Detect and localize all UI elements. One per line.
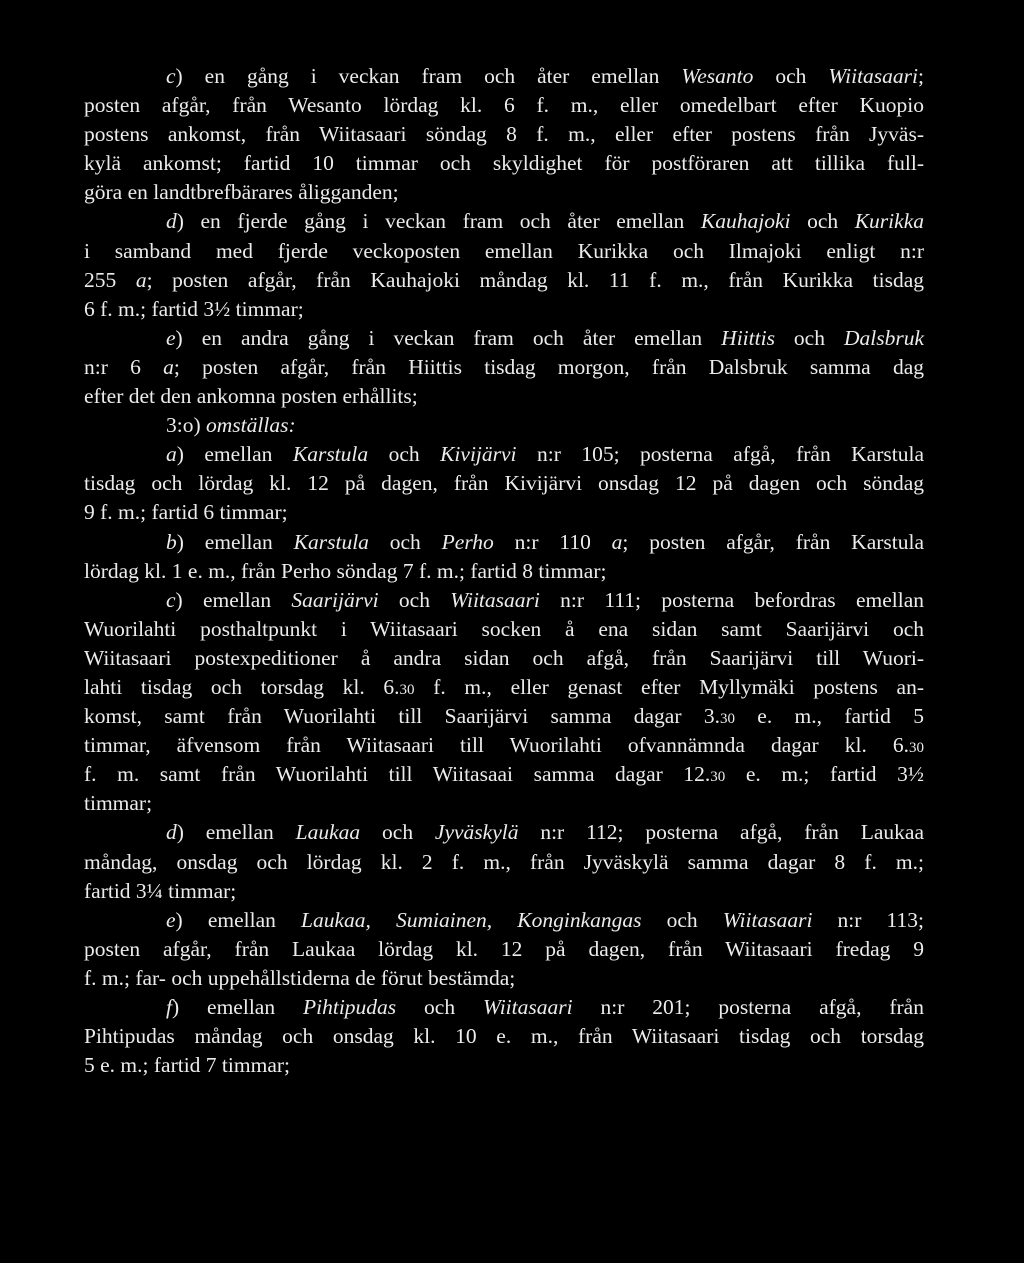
- document-page: [84, 62, 924, 1080]
- text-line: kylä ankomst; fartid 10 timmar och skyldighet för postföraren att tillika full-: [84, 151, 924, 176]
- text-line: efter det den ankomna posten erhållits;: [84, 384, 418, 409]
- text-line: c) en gång i veckan fram och åter emellan Wesanto och Wiitasaari;: [166, 64, 924, 88]
- text-line: 9 f. m.; fartid 6 timmar;: [84, 500, 288, 525]
- text-line: tisdag och lördag kl. 12 på dagen, från Kivijärvi onsdag 12 på dagen och söndag: [84, 471, 924, 496]
- text-line: n:r 6 a; posten afgår, från Hiittis tisdag morgon, från Dalsbruk samma dag: [84, 354, 925, 379]
- text-line: 255 a; posten afgår, från Kauhajoki måndag kl. 11 f. m., från Kurikka tisdag: [84, 267, 924, 292]
- text-line: Wuorilahti posthaltpunkt i Wiitasaari socken å ena sidan samt Saarijärvi och: [84, 616, 924, 641]
- text-line: Pihtipudas måndag och onsdag kl. 10 e. m., från Wiitasaari tisdag och torsdag: [84, 1024, 924, 1049]
- text-line: lördag kl. 1 e. m., från Perho söndag 7 f. m.; fartid 8 timmar;: [84, 558, 607, 583]
- text-line: timmar;: [84, 791, 153, 816]
- text-line: timmar, äfvensom från Wiitasaari till Wuorilahti ofvannämnda dagar kl. 6.30: [84, 733, 924, 758]
- text-line: c) emellan Saarijärvi och Wiitasaari n:r 111; posterna befordras emellan: [166, 587, 925, 612]
- text-line: 6 f. m.; fartid 3½ timmar;: [84, 296, 304, 321]
- text-line: fartid 3¼ timmar;: [84, 878, 237, 903]
- text-line: e) en andra gång i veckan fram och åter emellan Hiittis och Dalsbruk: [166, 325, 924, 350]
- text-line: b) emellan Karstula och Perho n:r 110 a; posten afgår, från Karstula: [166, 529, 924, 554]
- text-line: f. m.; far- och uppehållstiderna de förut bestämda;: [84, 965, 516, 990]
- text-line: göra en landtbrefbärares åligganden;: [84, 180, 399, 205]
- text-line: f. m. samt från Wuorilahti till Wiitasaai samma dagar 12.30 e. m.; fartid 3½: [84, 762, 924, 787]
- text-line: i samband med fjerde veckoposten emellan Kurikka och Ilmajoki enligt n:r: [84, 238, 924, 263]
- text-line: måndag, onsdag och lördag kl. 2 f. m., från Jyväskylä samma dagar 8 f. m.;: [84, 849, 924, 874]
- text-line: posten afgår, från Wesanto lördag kl. 6 f. m., eller omedelbart efter Kuopio: [84, 93, 924, 118]
- text-line: 3:o) omställas:: [166, 413, 296, 438]
- text-line: d) en fjerde gång i veckan fram och åter emellan Kauhajoki och Kurikka: [166, 209, 924, 234]
- text-line: komst, samt från Wuorilahti till Saarijärvi samma dagar 3.30 e. m., fartid 5: [84, 704, 924, 729]
- text-line: a) emellan Karstula och Kivijärvi n:r 105; posterna afgå, från Karstula: [166, 442, 924, 467]
- text-line: f) emellan Pihtipudas och Wiitasaari n:r 201; posterna afgå, från: [166, 995, 924, 1019]
- text-line: posten afgår, från Laukaa lördag kl. 12 på dagen, från Wiitasaari fredag 9: [84, 936, 924, 961]
- text-line: 5 e. m.; fartid 7 timmar;: [84, 1053, 290, 1078]
- text-line: e) emellan Laukaa, Sumiainen, Konginkangas och Wiitasaari n:r 113;: [166, 907, 924, 932]
- text-line: Wiitasaari postexpeditioner å andra sidan och afgå, från Saarijärvi till Wuori-: [84, 645, 924, 670]
- text-line: postens ankomst, från Wiitasaari söndag 8 f. m., eller efter postens från Jyväs-: [84, 122, 924, 147]
- text-line: d) emellan Laukaa och Jyväskylä n:r 112; posterna afgå, från Laukaa: [166, 820, 924, 845]
- text-line: lahti tisdag och torsdag kl. 6.30 f. m., eller genast efter Myllymäki postens an-: [84, 674, 924, 699]
